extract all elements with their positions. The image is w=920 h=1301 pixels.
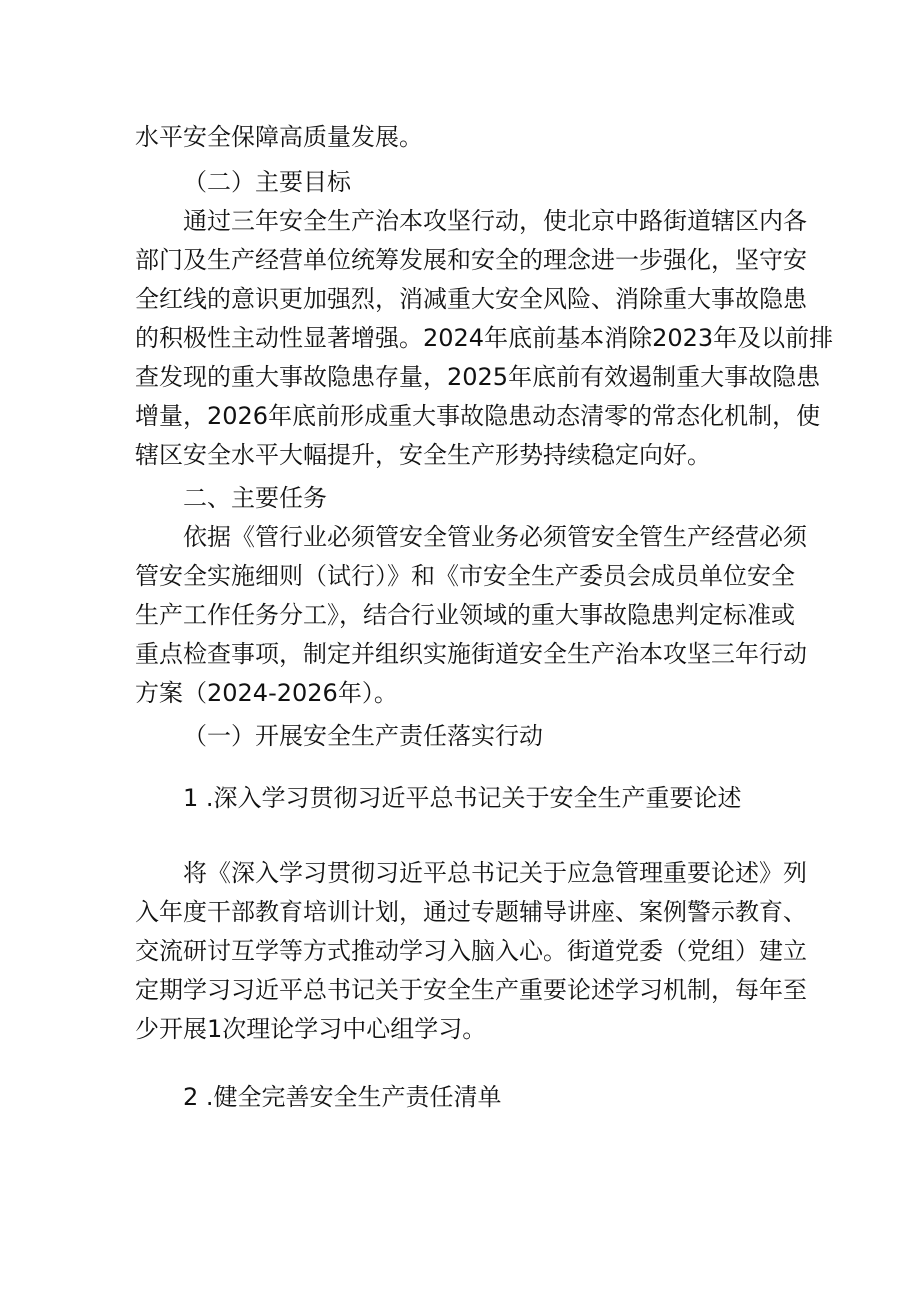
paragraph-line: 部门及生产经营单位统筹发展和安全的理念进一步强化，坚守安: [135, 246, 807, 274]
section-heading: 二、主要任务: [183, 484, 327, 512]
paragraph-line: 生产工作任务分工》，结合行业领域的重大事故隐患判定标准或: [135, 601, 795, 629]
paragraph-line: 少开展1次理论学习中心组学习。: [135, 1015, 487, 1043]
paragraph-line: 管安全实施细则（试行）》和《市安全生产委员会成员单位安全: [135, 562, 795, 590]
paragraph-line: 查发现的重大事故隐患存量，2025年底前有效遏制重大事故隐患: [135, 363, 821, 391]
paragraph-line: 增量，2026年底前形成重大事故隐患动态清零的常态化机制，使: [135, 402, 821, 430]
paragraph-line: 入年度干部教育培训计划，通过专题辅导讲座、案例警示教育、: [135, 898, 807, 926]
item-heading: 2 .健全完善安全生产责任清单: [183, 1083, 502, 1111]
paragraph-line: 通过三年安全生产治本攻坚行动，使北京中路街道辖区内各: [183, 207, 807, 235]
paragraph-line: 全红线的意识更加强烈，消减重大安全风险、消除重大事故隐患: [135, 285, 807, 313]
paragraph-line: 将《深入学习贯彻习近平总书记关于应急管理重要论述》列: [183, 859, 807, 887]
item-heading: 1 .深入学习贯彻习近平总书记关于安全生产重要论述: [183, 784, 742, 812]
section-subheading: （二）主要目标: [183, 168, 351, 196]
paragraph-line: 重点检查事项，制定并组织实施街道安全生产治本攻坚三年行动: [135, 640, 807, 668]
paragraph-line: 的积极性主动性显著增强。2024年底前基本消除2023年及以前排: [135, 324, 834, 352]
paragraph-line: 辖区安全水平大幅提升，安全生产形势持续稳定向好。: [135, 441, 711, 469]
paragraph-line: 依据《管行业必须管安全管业务必须管安全管生产经营必须: [183, 523, 807, 551]
paragraph-line: 交流研讨互学等方式推动学习入脑入心。街道党委（党组）建立: [135, 937, 807, 965]
section-subheading: （一）开展安全生产责任落实行动: [183, 722, 543, 750]
paragraph-line: 方案（2024-2026年）。: [135, 679, 398, 707]
paragraph-line: 水平安全保障高质量发展。: [135, 123, 423, 151]
paragraph-line: 定期学习习近平总书记关于安全生产重要论述学习机制，每年至: [135, 976, 807, 1004]
